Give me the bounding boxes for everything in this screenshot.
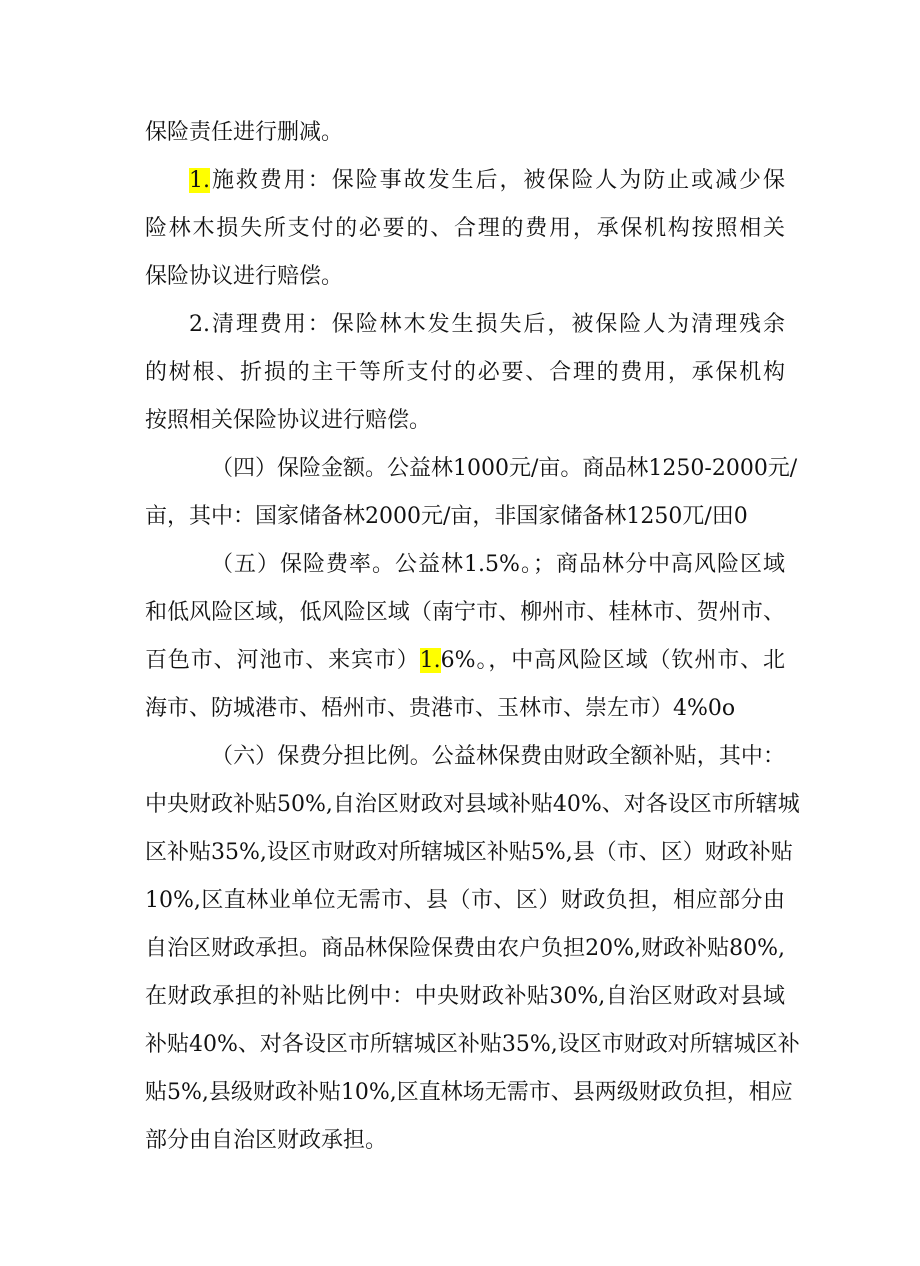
paragraph-line: 10%,区直林业单位无需市、县（市、区）财政负担，相应部分由 (145, 888, 785, 913)
paragraph-line: 按照相关保险协议进行赔偿。 (145, 408, 432, 433)
line-text: 百色市、河池市、来宾市） (145, 648, 420, 673)
paragraph-line: 保险协议进行赔偿。 (145, 264, 344, 289)
paragraph-line: 2.清理费用：保险林木发生损失后，被保险人为清理残余 (189, 312, 785, 337)
paragraph-line (145, 157, 785, 205)
paragraph-line: 区补贴35%,设区市财政对所辖城区补贴5%,县（市、区）财政补贴 (145, 840, 793, 865)
paragraph-line: 补贴40%、对各设区市所辖城区补贴35%,设区市财政对所辖城区补 (145, 1032, 800, 1057)
paragraph-line: （四）保险金额。公益林1000元/亩。商品林1250-2000元/ (211, 456, 798, 481)
paragraph-line: （五）保险费率。公益林1.5%。；商品林分中高风险区域 (211, 552, 785, 577)
paragraph-line: （六）保费分担比例。公益林保费由财政全额补贴，其中： (211, 744, 785, 769)
paragraph-line: 在财政承担的补贴比例中：中央财政补贴30%,自治区财政对县域 (145, 984, 785, 1009)
paragraph-line: 贴5%,县级财政补贴10%,区直林场无需市、县两级财政负担，相应 (145, 1080, 793, 1105)
paragraph-line: 亩，其中：国家储备林2000元/亩，非国家储备林1250兀/田0 (145, 504, 748, 529)
paragraph-line: 海市、防城港市、梧州市、贵港市、玉林市、崇左市）4%0o (145, 696, 736, 721)
line-text: 施救费用：保险事故发生后，被保险人为防止或减少保 (210, 168, 785, 193)
paragraph-line: 保险责任进行删减。 (145, 120, 344, 145)
paragraph-line (145, 637, 785, 685)
highlighted-text: 1. (419, 648, 441, 673)
line-text: 6%。，中高风险区域（钦州市、北 (440, 648, 785, 673)
paragraph-line: 自治区财政承担。商品林保险保费由农户负担20%,财政补贴80%, (145, 936, 785, 961)
paragraph-line: 和低风险区域，低风险区域（南宁市、柳州市、桂林市、贺州市、 (145, 600, 785, 625)
paragraph-line: 中央财政补贴50%,自治区财政对县域补贴40%、对各设区市所辖城 (145, 792, 800, 817)
paragraph-line: 险林木损失所支付的必要的、合理的费用，承保机构按照相关 (145, 216, 785, 241)
paragraph-line: 的树根、折损的主干等所支付的必要、合理的费用，承保机构 (145, 360, 785, 385)
document-body (145, 109, 800, 1165)
highlighted-text: 1. (189, 168, 210, 193)
paragraph-line: 部分由自治区财政承担。 (145, 1128, 388, 1153)
